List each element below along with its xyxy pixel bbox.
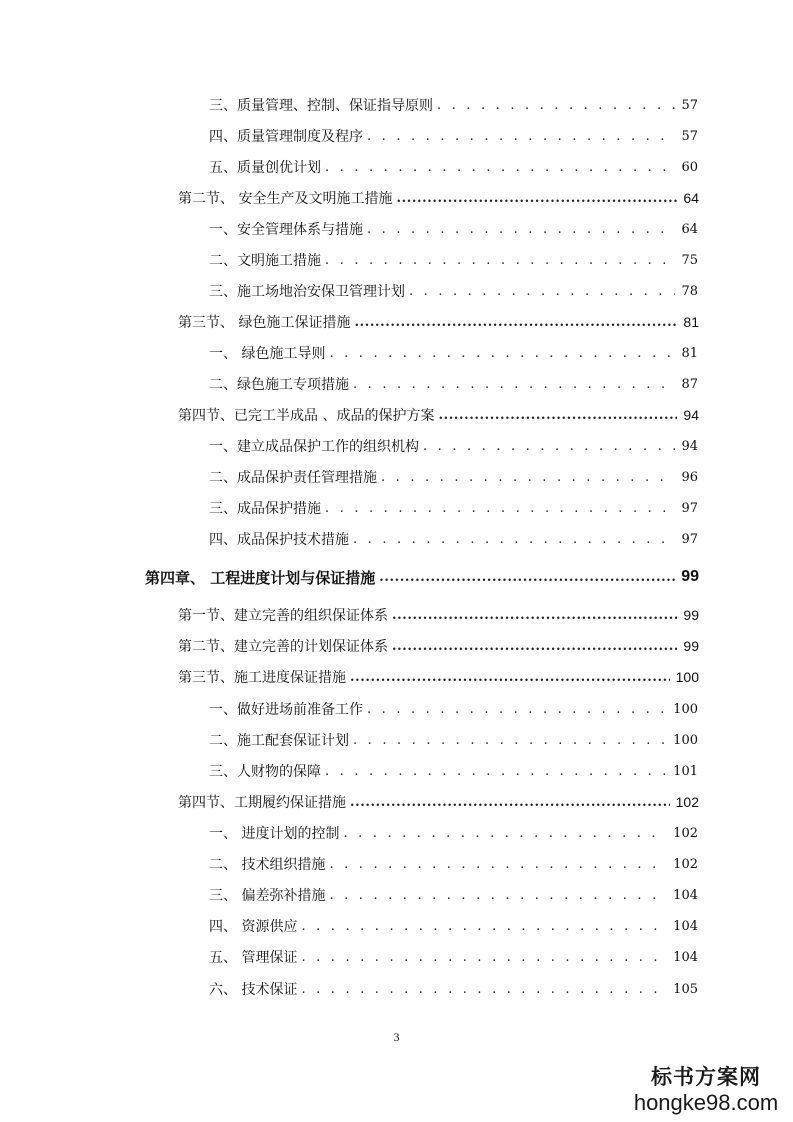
toc-entry[interactable] bbox=[209, 372, 698, 396]
toc-leader-dots bbox=[438, 408, 677, 423]
toc-entry-title: 第四章、 工程进度计划与保证措施 bbox=[145, 568, 376, 587]
toc-entry-title: 一、做好进场前准备工作 bbox=[209, 702, 363, 718]
toc-entry[interactable] bbox=[209, 759, 698, 783]
toc-entry-title: 二、成品保护责任管理措施 bbox=[209, 470, 377, 486]
toc-leader-dots bbox=[409, 284, 675, 299]
toc-entry[interactable] bbox=[209, 883, 698, 907]
toc-entry-title: 一、建立成品保护工作的组织机构 bbox=[209, 439, 419, 455]
toc-entry-title: 第三节、 绿色施工保证措施 bbox=[178, 315, 351, 331]
toc-entry-title: 二、 技术组织措施 bbox=[209, 857, 326, 873]
toc-entry-page: 94 bbox=[683, 407, 699, 423]
toc-entry-page: 81 bbox=[681, 345, 698, 361]
toc-entry[interactable] bbox=[178, 665, 699, 689]
toc-entry-page: 104 bbox=[673, 949, 698, 965]
toc-entry-title: 二、文明施工措施 bbox=[209, 253, 321, 269]
toc-leader-dots bbox=[350, 670, 670, 685]
toc-entry-page: 104 bbox=[673, 887, 698, 903]
toc-leader-dots bbox=[396, 191, 677, 206]
toc-entry[interactable] bbox=[178, 403, 699, 427]
toc-leader-dots bbox=[381, 470, 675, 485]
toc-leader-dots bbox=[367, 129, 675, 144]
toc-leader-dots bbox=[353, 733, 667, 748]
toc-entry-page: 100 bbox=[675, 669, 699, 685]
toc-entry[interactable] bbox=[178, 186, 699, 210]
toc-entry-page: 75 bbox=[681, 252, 698, 268]
toc-entry[interactable] bbox=[209, 341, 698, 365]
toc-entry-page: 99 bbox=[681, 568, 699, 585]
toc-entry-title: 六、 技术保证 bbox=[209, 982, 298, 998]
watermark-url: hongke98.com bbox=[633, 1090, 779, 1115]
toc-leader-dots bbox=[325, 764, 667, 779]
toc-entry-title: 第二节、 安全生产及文明施工措施 bbox=[178, 191, 393, 207]
toc-entry-page: 87 bbox=[681, 376, 698, 392]
toc-entry[interactable] bbox=[209, 945, 698, 969]
toc-entry[interactable] bbox=[209, 465, 698, 489]
toc-entry[interactable] bbox=[209, 728, 698, 752]
toc-entry-title: 一、 进度计划的控制 bbox=[209, 826, 340, 842]
toc-leader-dots bbox=[343, 826, 667, 841]
toc-entry[interactable] bbox=[209, 155, 698, 179]
toc-entry-page: 100 bbox=[673, 701, 698, 717]
toc-entry-title: 一、安全管理体系与措施 bbox=[209, 222, 363, 238]
toc-leader-dots bbox=[392, 639, 677, 654]
toc-entry-page: 78 bbox=[681, 283, 698, 299]
toc-entry[interactable] bbox=[209, 124, 698, 148]
watermark-title: 标书方案网 bbox=[651, 1064, 761, 1089]
toc-entry-title: 二、绿色施工专项措施 bbox=[209, 377, 349, 393]
toc-entry[interactable] bbox=[178, 634, 699, 658]
toc-leader-dots bbox=[437, 98, 675, 113]
toc-entry-title: 二、施工配套保证计划 bbox=[209, 733, 349, 749]
toc-entry[interactable] bbox=[209, 977, 698, 1001]
toc-leader-dots bbox=[353, 377, 675, 392]
toc-entry[interactable] bbox=[178, 790, 699, 814]
toc-entry-page: 105 bbox=[673, 981, 698, 997]
toc-leader-dots bbox=[354, 315, 677, 330]
toc-entry[interactable] bbox=[209, 248, 698, 272]
toc-entry-title: 第四节、工期履约保证措施 bbox=[178, 795, 346, 811]
toc-entry-title: 第二节、建立完善的计划保证体系 bbox=[178, 639, 388, 655]
toc-entry-page: 97 bbox=[681, 531, 698, 547]
toc-entry-page: 57 bbox=[681, 97, 698, 113]
toc-entry-title: 三、质量管理、控制、保证指导原则 bbox=[209, 98, 433, 114]
toc-entry-title: 四、 资源供应 bbox=[209, 919, 298, 935]
toc-entry-page: 96 bbox=[681, 469, 698, 485]
toc-entry-title: 三、成品保护措施 bbox=[209, 501, 321, 517]
toc-entry-page: 60 bbox=[681, 159, 698, 175]
toc-leader-dots bbox=[329, 346, 675, 361]
toc-entry[interactable] bbox=[209, 697, 698, 721]
site-watermark bbox=[631, 1064, 781, 1116]
toc-entry-title: 四、质量管理制度及程序 bbox=[209, 129, 363, 145]
toc-entry-page: 102 bbox=[675, 794, 699, 810]
toc-leader-dots bbox=[423, 439, 675, 454]
toc-entry-page: 81 bbox=[683, 314, 699, 330]
toc-leader-dots bbox=[325, 253, 675, 268]
toc-entry-page: 94 bbox=[681, 438, 698, 454]
toc-leader-dots bbox=[325, 160, 675, 175]
toc-entry-title: 第一节、建立完善的组织保证体系 bbox=[178, 608, 388, 624]
toc-leader-dots bbox=[350, 795, 670, 810]
toc-entry-page: 57 bbox=[681, 128, 698, 144]
toc-leader-dots bbox=[367, 222, 675, 237]
toc-entry-page: 99 bbox=[683, 638, 699, 654]
toc-chapter-entry[interactable] bbox=[145, 565, 699, 589]
page-number: 3 bbox=[393, 1030, 400, 1044]
toc-entry-page: 104 bbox=[673, 918, 698, 934]
toc-leader-dots bbox=[301, 919, 667, 934]
toc-entry[interactable] bbox=[209, 217, 698, 241]
toc-entry-page: 100 bbox=[673, 732, 698, 748]
toc-leader-dots bbox=[329, 888, 667, 903]
toc-entry-page: 101 bbox=[673, 763, 698, 779]
toc-entry-title: 五、质量创优计划 bbox=[209, 160, 321, 176]
toc-entry-title: 三、 偏差弥补措施 bbox=[209, 888, 326, 904]
toc-entry-title: 第三节、施工进度保证措施 bbox=[178, 670, 346, 686]
toc-entry[interactable] bbox=[209, 496, 698, 520]
toc-entry-page: 102 bbox=[673, 825, 698, 841]
toc-leader-dots bbox=[379, 570, 675, 585]
toc-entry-title: 一、 绿色施工导则 bbox=[209, 346, 326, 362]
toc-entry[interactable] bbox=[209, 852, 698, 876]
toc-entry-title: 五、 管理保证 bbox=[209, 950, 298, 966]
toc-entry-page: 64 bbox=[681, 221, 698, 237]
toc-entry-page: 97 bbox=[681, 500, 698, 516]
toc-entry[interactable] bbox=[209, 279, 698, 303]
toc-entry[interactable] bbox=[178, 603, 699, 627]
toc-entry-page: 64 bbox=[683, 190, 699, 206]
toc-leader-dots bbox=[392, 608, 677, 623]
toc-entry[interactable] bbox=[209, 914, 698, 938]
toc-entry-title: 第四节、已完工半成品 、成品的保护方案 bbox=[178, 408, 435, 424]
toc-entry-title: 四、成品保护技术措施 bbox=[209, 532, 349, 548]
toc-entry-title: 三、施工场地治安保卫管理计划 bbox=[209, 284, 405, 300]
toc-leader-dots bbox=[301, 982, 667, 997]
toc-entry[interactable] bbox=[178, 310, 699, 334]
toc-entry[interactable] bbox=[209, 821, 698, 845]
toc-leader-dots bbox=[325, 501, 675, 516]
toc-leader-dots bbox=[301, 950, 667, 965]
toc-entry[interactable] bbox=[209, 434, 698, 458]
toc-leader-dots bbox=[367, 702, 667, 717]
toc-entry-page: 99 bbox=[683, 607, 699, 623]
toc-leader-dots bbox=[353, 532, 675, 547]
toc-leader-dots bbox=[329, 857, 667, 872]
toc-entry-page: 102 bbox=[673, 856, 698, 872]
toc-entry-title: 三、人财物的保障 bbox=[209, 764, 321, 780]
toc-entry[interactable] bbox=[209, 93, 698, 117]
toc-entry[interactable] bbox=[209, 527, 698, 551]
